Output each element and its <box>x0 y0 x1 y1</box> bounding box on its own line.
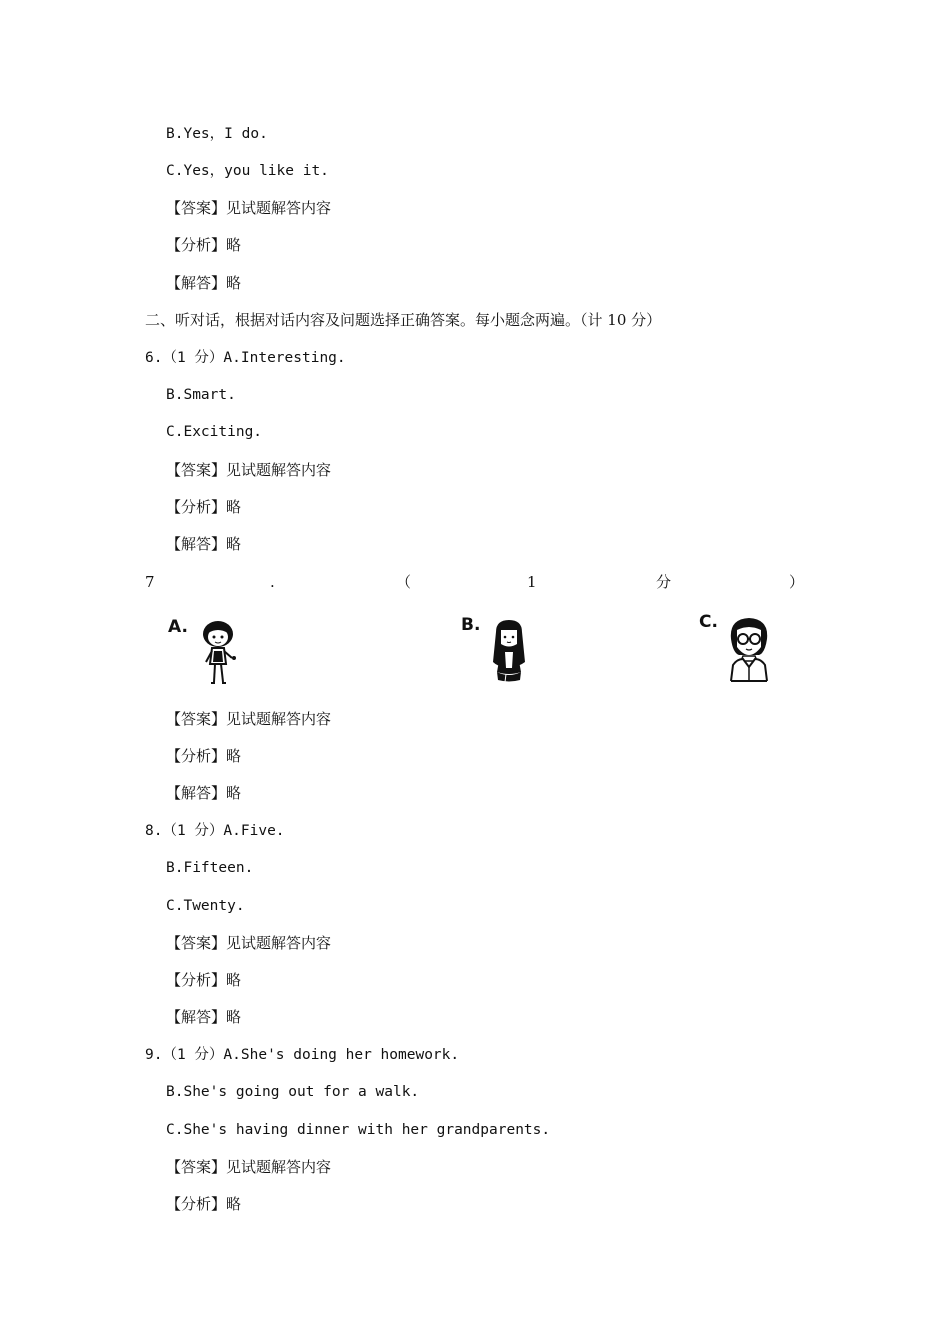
q9-stem: 9.（1 分）A.She's doing her homework. <box>145 1047 460 1063</box>
q8-analysis: 【分析】略 <box>166 971 242 989</box>
q7-picture-c-label: C. <box>699 612 718 632</box>
q7-analysis: 【分析】略 <box>166 747 242 765</box>
q5-solution: 【解答】略 <box>166 274 242 292</box>
section-heading: 二、听对话，根据对话内容及问题选择正确答案。每小题念两遍。（计 10 分） <box>145 311 662 329</box>
girl-long-hair-icon <box>487 618 533 684</box>
q6-option-c: C.Exciting. <box>166 424 263 440</box>
q7-picture-b-label: B. <box>461 615 481 635</box>
q7-rparen: ） <box>789 573 805 591</box>
q9-analysis: 【分析】略 <box>166 1195 242 1213</box>
q5-answer: 【答案】见试题解答内容 <box>166 199 332 217</box>
q8-answer: 【答案】见试题解答内容 <box>166 934 332 952</box>
q6-stem: 6.（1 分）A.Interesting. <box>145 350 346 366</box>
q5-analysis: 【分析】略 <box>166 236 242 254</box>
q6-option-b: B.Smart. <box>166 387 236 403</box>
q7-score: 1 <box>527 573 537 591</box>
q8-stem: 8.（1 分）A.Five. <box>145 823 285 839</box>
q9-option-b: B.She's going out for a walk. <box>166 1084 420 1100</box>
q7-unit: 分 <box>656 573 672 591</box>
q7-solution: 【解答】略 <box>166 784 242 802</box>
q8-solution: 【解答】略 <box>166 1008 242 1026</box>
q6-solution: 【解答】略 <box>166 535 242 553</box>
q8-option-b: B.Fifteen. <box>166 860 254 876</box>
q5-option-c: C.Yes，you like it. <box>166 163 329 179</box>
q7-lparen: （ <box>396 573 412 591</box>
q7-number: 7 <box>145 573 155 591</box>
q7-dot: . <box>270 573 275 591</box>
q5-option-b: B.Yes，I do. <box>166 126 268 142</box>
q7-picture-a-label: A. <box>168 617 188 637</box>
q9-option-c: C.She's having dinner with her grandparents. <box>166 1122 551 1138</box>
q7-stem <box>0 572 950 592</box>
q6-analysis: 【分析】略 <box>166 498 242 516</box>
q7-answer: 【答案】见试题解答内容 <box>166 710 332 728</box>
person-with-glasses-icon <box>725 615 773 683</box>
q6-answer: 【答案】见试题解答内容 <box>166 461 332 479</box>
q8-option-c: C.Twenty. <box>166 898 245 914</box>
girl-short-hair-standing-icon <box>196 618 246 690</box>
q9-answer: 【答案】见试题解答内容 <box>166 1158 332 1176</box>
